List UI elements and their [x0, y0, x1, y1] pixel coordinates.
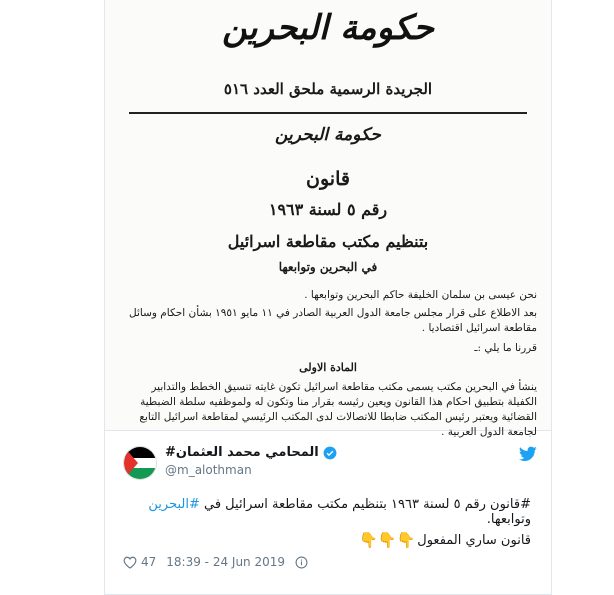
gazette-masthead: حكومة البحرين — [222, 8, 434, 48]
author-display-name: المحامي محمد العثمان# — [165, 445, 319, 460]
author-display-name-row — [165, 445, 337, 460]
tweet-text-line2 — [359, 531, 531, 549]
author-block[interactable] — [165, 445, 337, 477]
like-count: 47 — [141, 555, 157, 569]
pointing-down-emoji-icon: 👇👇👇 — [359, 531, 416, 549]
tweet-text-prefix: #قانون رقم ٥ لسنة ١٩٦٣ بتنظيم مكتب مقاطعة اسرائيل في — [199, 497, 531, 512]
hashtag-bahrain-link[interactable]: #البحرين — [148, 497, 200, 512]
gazette-issue-line: الجريدة الرسمية ملحق العدد ٥١٦ — [223, 80, 433, 98]
embedded-tweet-card — [104, 0, 552, 595]
avatar[interactable] — [123, 446, 157, 480]
preamble-ruler: نحن عيسى بن سلمان الخليفة حاكم البحرين وتوابعها . — [304, 289, 537, 301]
tweet-text-line1 — [105, 497, 531, 527]
heart-icon — [123, 556, 137, 569]
law-subtitle: في البحرين وتوابعها — [278, 260, 378, 274]
preamble-reference: بعد الاطلاع على قرار مجلس جامعة الدول العربية الصادر في ١١ مايو ١٩٥١ بشأن احكام وسائل مقاطعة اسرائيل اقتصاديا . — [129, 307, 537, 334]
article-heading: المادة الاولى — [299, 361, 357, 374]
government-heading: حكومة البحرين — [275, 125, 381, 145]
author-handle: @m_alothman — [165, 463, 252, 477]
decree-line: قررنا ما يلي :ـ — [474, 342, 537, 354]
tweet-timestamp[interactable]: 18:39 - 24 Jun 2019 — [166, 555, 286, 569]
twitter-bird-icon[interactable] — [519, 446, 537, 462]
tweet-body — [105, 431, 551, 595]
header-divider — [129, 112, 527, 114]
like-button[interactable] — [123, 555, 156, 569]
tweet-image-gazette[interactable] — [105, 0, 551, 438]
tweet-text-line2-text: قانون ساري المفعول — [417, 532, 531, 548]
law-heading: قانون — [306, 168, 350, 190]
tweet-meta-row — [123, 555, 308, 569]
palestine-flag-icon — [124, 447, 156, 479]
article-text: ينشأ في البحرين مكتب يسمى مكتب مقاطعة اسرائيل تكون غايته تنسيق الخطط والتدابير الكفيلة بتطبيق احكام هذا القانون ويعين رئيسه بقرار منا وتكون له ولموظفيه سلطة الضبطية القضائية ويعتبر رئيس المكتب ضابطا للاتصالات لدى المكتب الرئيسي لمقاطعة اسرائيل التابع لجامعة الدول العربية . — [139, 381, 537, 438]
tweet-text-suffix: وتوابعها. — [486, 512, 531, 527]
law-number: رقم ٥ لسنة ١٩٦٣ — [268, 200, 388, 219]
law-title: بتنظيم مكتب مقاطعة اسرائيل — [227, 232, 429, 251]
info-icon[interactable] — [295, 556, 308, 569]
verified-badge-icon — [323, 446, 337, 460]
